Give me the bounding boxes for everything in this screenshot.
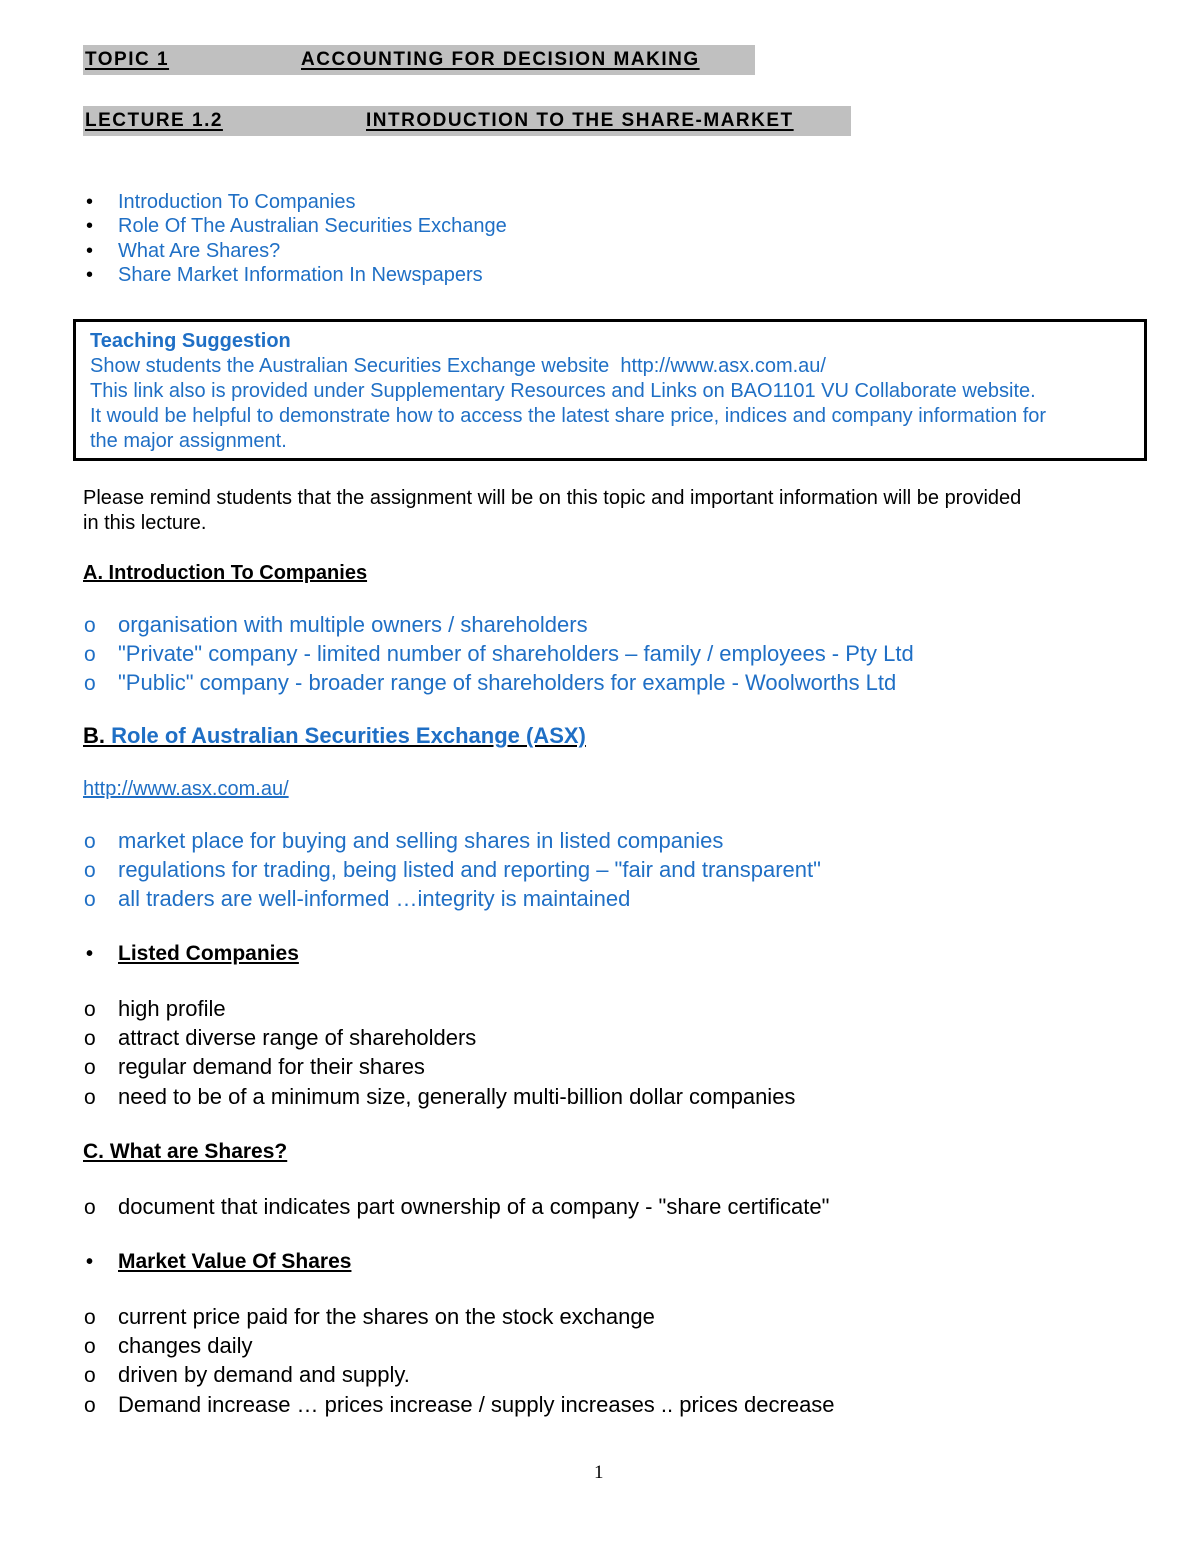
o-bullet: o: [84, 614, 96, 637]
listed-item: attract diverse range of shareholders: [118, 1025, 477, 1050]
topic-header-bar: [83, 45, 755, 75]
o-bullet: o: [84, 998, 96, 1021]
section-c-item: document that indicates part ownership of a company - "share certificate": [118, 1194, 830, 1219]
lecture-label: LECTURE 1.2: [85, 110, 223, 131]
o-bullet: o: [84, 1364, 96, 1387]
topic-title: ACCOUNTING FOR DECISION MAKING: [301, 49, 700, 70]
teaching-line1-text: Show students the Australian Securities Exchange website: [90, 355, 610, 377]
o-bullet: o: [84, 1394, 96, 1417]
market-value-item: current price paid for the shares on the stock exchange: [118, 1304, 655, 1329]
market-value-item: changes daily: [118, 1333, 253, 1358]
o-bullet: o: [84, 1306, 96, 1329]
o-bullet: o: [84, 1335, 96, 1358]
section-b-item: all traders are well-informed …integrity is maintained: [118, 886, 631, 911]
section-b-heading: [83, 723, 586, 749]
section-a-item: organisation with multiple owners / shareholders: [118, 612, 588, 637]
lecture-header-bar: [83, 106, 851, 136]
listed-heading: Listed Companies: [118, 942, 299, 965]
topic-label: TOPIC 1: [85, 49, 170, 70]
o-bullet: o: [84, 1086, 96, 1109]
asx-link[interactable]: http://www.asx.com.au/: [83, 778, 289, 800]
section-b-letter: B.: [83, 723, 105, 748]
toc-item: What Are Shares?: [118, 240, 281, 262]
teaching-suggestion-box: [73, 319, 1147, 461]
toc-bullet: •: [86, 215, 94, 237]
toc-bullet: •: [86, 191, 94, 213]
market-value-heading: Market Value Of Shares: [118, 1250, 352, 1273]
section-a-item: "Public" company - broader range of shareholders for example - Woolworths Ltd: [118, 670, 897, 695]
section-a-heading: A. Introduction To Companies: [83, 562, 368, 584]
section-a-item: "Private" company - limited number of shareholders – family / employees - Pty Ltd: [118, 641, 914, 666]
teaching-suggestion-line: the major assignment.: [90, 430, 287, 452]
toc-bullet: •: [86, 264, 94, 286]
section-b-title: Role of Australian Securities Exchange (ASX): [105, 723, 586, 748]
o-bullet: o: [84, 1027, 96, 1050]
o-bullet: o: [84, 830, 96, 853]
lecture-title: INTRODUCTION TO THE SHARE-MARKET: [366, 110, 794, 131]
reminder-line: in this lecture.: [83, 512, 207, 534]
section-b-item: regulations for trading, being listed and reporting – "fair and transparent": [118, 857, 821, 882]
o-bullet: o: [84, 1056, 96, 1079]
page-number: 1: [594, 1462, 604, 1483]
teaching-suggestion-line: It would be helpful to demonstrate how to access the latest share price, indices and company information for: [90, 405, 1047, 427]
toc-item: Role Of The Australian Securities Exchange: [118, 215, 507, 237]
section-c-heading: C. What are Shares?: [83, 1140, 288, 1163]
o-bullet: o: [84, 643, 96, 666]
listed-item: need to be of a minimum size, generally multi-billion dollar companies: [118, 1084, 796, 1109]
market-value-item: Demand increase … prices increase / supply increases .. prices decrease: [118, 1392, 835, 1417]
market-value-bullet: •: [86, 1251, 94, 1273]
toc-item: Share Market Information In Newspapers: [118, 264, 483, 286]
teaching-suggestion-title: Teaching Suggestion: [90, 330, 291, 352]
listed-item: regular demand for their shares: [118, 1054, 425, 1079]
toc-item: Introduction To Companies: [118, 191, 356, 213]
o-bullet: o: [84, 859, 96, 882]
o-bullet: o: [84, 888, 96, 911]
asx-link-box[interactable]: http://www.asx.com.au/: [620, 355, 826, 377]
listed-bullet: •: [86, 943, 94, 965]
reminder-line: Please remind students that the assignment will be on this topic and important information will be provided: [83, 487, 1022, 509]
section-b-item: market place for buying and selling shares in listed companies: [118, 828, 724, 853]
market-value-item: driven by demand and supply.: [118, 1362, 410, 1387]
o-bullet: o: [84, 672, 96, 695]
o-bullet: o: [84, 1196, 96, 1219]
teaching-suggestion-line: [90, 355, 826, 378]
toc-bullet: •: [86, 240, 94, 262]
teaching-suggestion-line: This link also is provided under Supplementary Resources and Links on BAO1101 VU Collaborate website.: [90, 380, 1036, 402]
listed-item: high profile: [118, 996, 226, 1021]
